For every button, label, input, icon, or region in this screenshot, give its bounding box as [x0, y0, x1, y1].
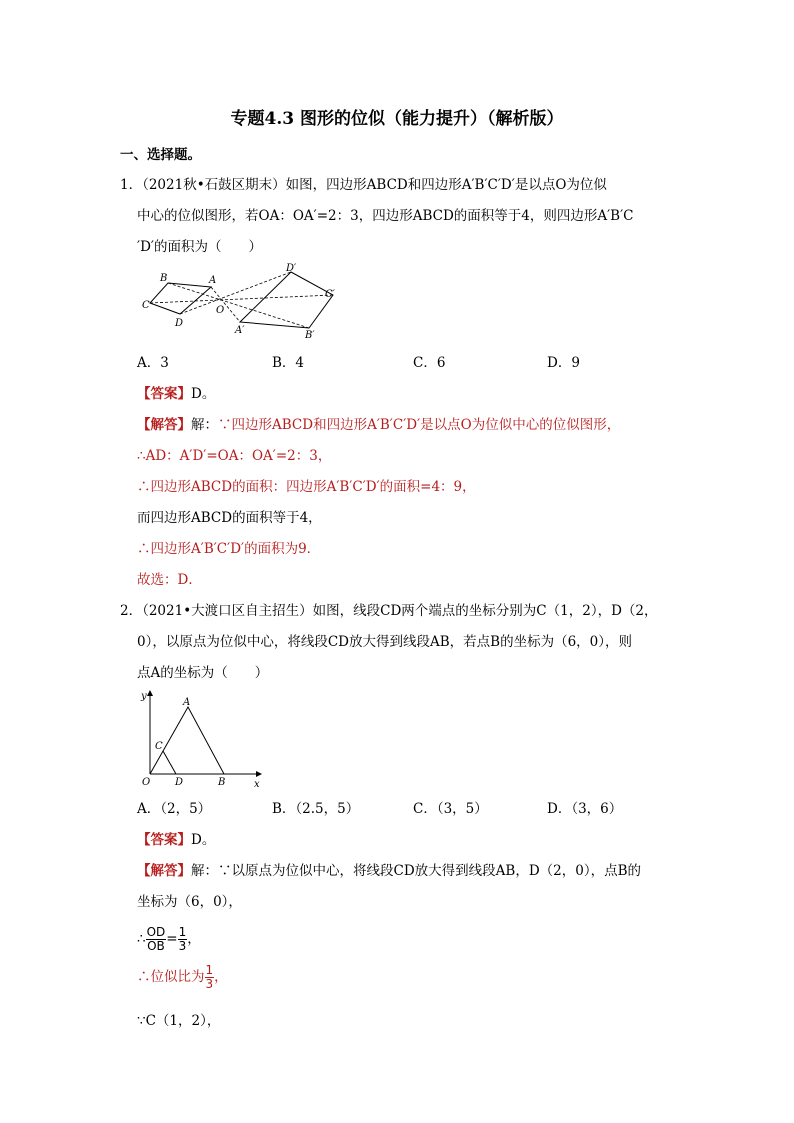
q2-solution-line4 [137, 962, 228, 992]
q1-solution-line2: ∴AD：A′D′=OA：OA′=2：3， [137, 448, 332, 464]
q1-answer-value: D。 [191, 386, 216, 402]
q1-answer-tag: 【答案】 [137, 386, 191, 402]
q1-solution-line1 [137, 416, 620, 434]
q1-label-B-prime: B′ [305, 330, 315, 341]
equals-sign: = [166, 931, 178, 947]
q2-stem-line2: 0），以原点为位似中心，将线段CD放大得到线段AB，若点B的坐标为（6，0），则 [137, 634, 633, 650]
section-heading: 一、选择题。 [120, 147, 201, 163]
fraction-od-ob [146, 926, 167, 953]
q1-solution-text: ∵四边形ABCD和四边形A′B′C′D′是以点O为位似中心的位似图形， [218, 417, 621, 433]
q1-solution-line3: ∴四边形ABCD的面积：四边形A′B′C′D′的面积=4：9， [137, 479, 476, 495]
q2-option-b: B．（2.5，5） [272, 801, 360, 817]
q1-option-a: A．3 [137, 355, 169, 371]
fraction-denominator: 3 [178, 939, 187, 953]
q1-label-D-prime: D′ [286, 263, 297, 274]
q1-option-d: D．9 [547, 355, 580, 371]
q1-solution-tag: 【解答】 [137, 417, 191, 433]
q1-label-C: C [142, 300, 150, 311]
fraction-one-third [205, 964, 215, 991]
q2-option-c: C．（3，5） [413, 801, 488, 817]
q1-stem-line3: ′D′的面积为（ ） [137, 239, 262, 255]
q2-label-C: C [155, 741, 163, 752]
q1-label-A-prime: A′ [235, 325, 245, 336]
q1-option-c: C．6 [413, 355, 446, 371]
q2-label-A: A [183, 697, 191, 708]
q1-label-B: B [160, 273, 168, 284]
fraction-numerator: OD [146, 925, 166, 939]
q2-solution-prefix: 解： [191, 863, 218, 879]
q2-label-y: y [141, 691, 147, 702]
ratio-text: ∴位似比为 [137, 969, 205, 985]
q2-solution-line5: ∵C（1，2）， [137, 1013, 221, 1029]
q2-label-D: D [175, 777, 184, 788]
q2-option-a: A．（2，5） [137, 801, 212, 817]
q2-label-B: B [218, 777, 226, 788]
q2-stem-line1: 2．（2021•大渡口区自主招生）如图，线段CD两个端点的坐标分别为C（1，2），D（2， [120, 603, 658, 619]
q2-answer-value: D。 [191, 832, 216, 848]
q2-label-x: x [254, 779, 260, 790]
q2-answer-tag: 【答案】 [137, 832, 191, 848]
q1-option-b: B．4 [272, 355, 305, 371]
q1-label-A: A [209, 275, 217, 286]
fraction-numerator: 1 [205, 963, 214, 977]
q1-stem-line1: 1．（2021秋•石鼓区期末）如图，四边形ABCD和四边形A′B′C′D′是以点O为位似 [120, 177, 607, 193]
q1-solution-line6: 故选：D． [137, 572, 202, 588]
q1-solution-line5: ∴四边形A′B′C′D′的面积为9． [137, 541, 321, 557]
therefore-symbol: ∴ [137, 931, 146, 947]
q2-solution-line1 [137, 862, 641, 880]
comma: ， [214, 969, 228, 985]
q2-solution-line3 [137, 924, 201, 954]
q2-solution-text: ∵以原点为位似中心，将线段CD放大得到线段AB，D（2，0），点B的 [218, 863, 641, 879]
fraction-denominator: OB [147, 939, 165, 953]
fraction-one-third [178, 926, 188, 953]
q1-figure [138, 262, 360, 342]
q1-label-O: O [216, 305, 225, 316]
comma: ， [187, 931, 201, 947]
q2-solution-line2: 坐标为（6，0）， [137, 894, 242, 910]
page-title: 专题4.3 图形的位似（能力提升）（解析版） [230, 109, 564, 129]
fraction-numerator: 1 [178, 925, 187, 939]
q1-stem-line2: 中心的位似图形，若OA：OA′=2：3，四边形ABCD的面积等于4，则四边形A′B′C [137, 208, 634, 224]
q1-label-C-prime: C′ [325, 289, 335, 300]
q2-stem-line3: 点A的坐标为（ ） [137, 665, 269, 681]
q1-solution-prefix: 解： [191, 417, 218, 433]
q1-label-D: D [175, 318, 184, 329]
q1-solution-line4: 而四边形ABCD的面积等于4， [137, 510, 322, 526]
q1-answer [137, 385, 215, 403]
q2-label-O: O [142, 777, 151, 788]
q2-solution-tag: 【解答】 [137, 863, 191, 879]
q2-figure [138, 690, 266, 790]
q2-option-d: D．（3，6） [547, 801, 623, 817]
fraction-denominator: 3 [205, 977, 214, 991]
q2-answer [137, 831, 215, 849]
